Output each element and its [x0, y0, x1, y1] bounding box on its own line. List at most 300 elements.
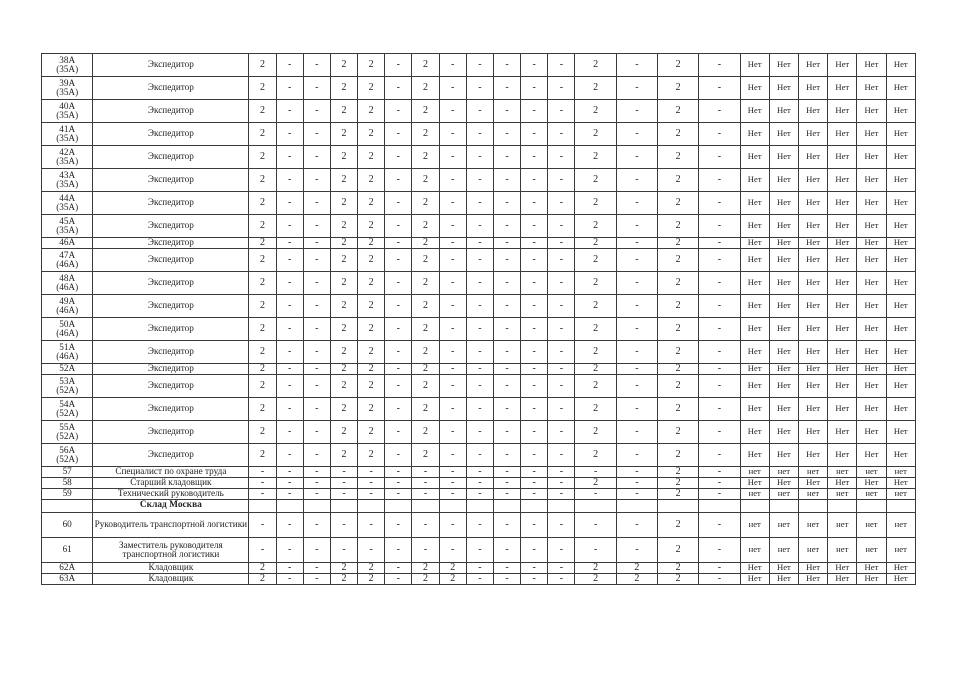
value-cell: - [548, 169, 575, 192]
yes-no-cell: Нет [857, 238, 886, 249]
value-cell: - [616, 295, 657, 318]
table-row [42, 444, 916, 467]
value-cell: - [303, 295, 330, 318]
value-cell: - [699, 215, 740, 238]
position-name: Экспедитор [93, 54, 249, 77]
value-cell: - [548, 341, 575, 364]
table-row [42, 538, 916, 563]
value-cell: 2 [616, 563, 657, 574]
value-cell: - [493, 538, 520, 563]
value-cell: - [303, 375, 330, 398]
working-conditions-table [41, 53, 916, 585]
value-cell: - [493, 513, 520, 538]
value-cell: 2 [439, 574, 466, 585]
value-cell: 2 [412, 123, 439, 146]
value-cell: 2 [358, 192, 385, 215]
value-cell: - [548, 513, 575, 538]
row-number: 45A (35A) [42, 215, 93, 238]
value-cell: 2 [575, 146, 616, 169]
value-cell: - [548, 563, 575, 574]
yes-no-cell: Нет [886, 421, 915, 444]
value-cell: - [303, 146, 330, 169]
position-name: Руководитель транспортной логистики [93, 513, 249, 538]
yes-no-cell: нет [740, 489, 769, 500]
value-cell: 2 [412, 574, 439, 585]
row-number: 42A (35A) [42, 146, 93, 169]
row-number: 52A [42, 364, 93, 375]
value-cell: - [412, 467, 439, 478]
yes-no-cell: Нет [740, 364, 769, 375]
value-cell: 2 [412, 215, 439, 238]
value-cell: - [276, 538, 303, 563]
value-cell: - [575, 513, 616, 538]
yes-no-cell: Нет [769, 444, 798, 467]
position-name: Заместитель руководителя транспортной логистики [93, 538, 249, 563]
table-row [42, 123, 916, 146]
value-cell: 2 [249, 249, 276, 272]
value-cell: - [466, 364, 493, 375]
section-empty-cell [658, 500, 699, 513]
yes-no-cell: Нет [857, 398, 886, 421]
position-name: Экспедитор [93, 215, 249, 238]
value-cell: 2 [658, 538, 699, 563]
yes-no-cell: Нет [886, 398, 915, 421]
value-cell: - [276, 100, 303, 123]
value-cell: - [439, 375, 466, 398]
value-cell: - [548, 123, 575, 146]
value-cell: - [548, 192, 575, 215]
value-cell: - [276, 513, 303, 538]
position-name: Экспедитор [93, 100, 249, 123]
value-cell: - [439, 123, 466, 146]
position-name: Экспедитор [93, 444, 249, 467]
yes-no-cell: Нет [769, 375, 798, 398]
table-row [42, 238, 916, 249]
value-cell: 2 [575, 421, 616, 444]
value-cell: - [521, 467, 548, 478]
value-cell: - [616, 341, 657, 364]
row-number: 59 [42, 489, 93, 500]
section-empty-cell [616, 500, 657, 513]
value-cell: - [303, 169, 330, 192]
value-cell: - [249, 513, 276, 538]
value-cell: 2 [330, 169, 357, 192]
value-cell: - [493, 169, 520, 192]
value-cell: - [521, 169, 548, 192]
value-cell: - [466, 341, 493, 364]
value-cell: - [493, 123, 520, 146]
value-cell: - [385, 169, 412, 192]
value-cell: - [521, 538, 548, 563]
yes-no-cell: Нет [740, 238, 769, 249]
value-cell: - [493, 238, 520, 249]
value-cell: - [330, 513, 357, 538]
value-cell: 2 [330, 100, 357, 123]
yes-no-cell: Нет [740, 295, 769, 318]
value-cell: 2 [249, 272, 276, 295]
yes-no-cell: Нет [828, 123, 857, 146]
yes-no-cell: Нет [886, 444, 915, 467]
value-cell: 2 [575, 123, 616, 146]
yes-no-cell: Нет [886, 364, 915, 375]
value-cell: - [548, 215, 575, 238]
yes-no-cell: Нет [769, 341, 798, 364]
value-cell: 2 [575, 574, 616, 585]
row-number: 38A (35A) [42, 54, 93, 77]
value-cell: - [439, 538, 466, 563]
yes-no-cell: Нет [828, 215, 857, 238]
yes-no-cell: Нет [798, 238, 827, 249]
value-cell: 2 [249, 169, 276, 192]
value-cell: 2 [575, 215, 616, 238]
value-cell: - [699, 123, 740, 146]
yes-no-cell: Нет [857, 146, 886, 169]
value-cell: - [699, 563, 740, 574]
yes-no-cell: Нет [769, 295, 798, 318]
value-cell: 2 [575, 478, 616, 489]
yes-no-cell: Нет [798, 192, 827, 215]
value-cell: 2 [439, 563, 466, 574]
value-cell: 2 [249, 215, 276, 238]
yes-no-cell: Нет [828, 478, 857, 489]
value-cell: - [699, 238, 740, 249]
position-name: Экспедитор [93, 341, 249, 364]
value-cell: - [385, 77, 412, 100]
value-cell: - [439, 249, 466, 272]
yes-no-cell: нет [828, 538, 857, 563]
value-cell: 2 [358, 295, 385, 318]
yes-no-cell: Нет [798, 295, 827, 318]
yes-no-cell: Нет [886, 238, 915, 249]
row-number: 56A (52A) [42, 444, 93, 467]
position-name: Экспедитор [93, 77, 249, 100]
value-cell: - [548, 375, 575, 398]
value-cell: - [439, 467, 466, 478]
yes-no-cell: нет [857, 513, 886, 538]
position-name: Старший кладовщик [93, 478, 249, 489]
yes-no-cell: Нет [886, 146, 915, 169]
document-page [41, 53, 916, 585]
section-empty-cell [412, 500, 439, 513]
yes-no-cell: Нет [857, 54, 886, 77]
value-cell: 2 [412, 563, 439, 574]
value-cell: 2 [575, 444, 616, 467]
value-cell: 2 [412, 54, 439, 77]
value-cell: - [249, 478, 276, 489]
value-cell: - [616, 249, 657, 272]
value-cell: - [412, 489, 439, 500]
yes-no-cell: Нет [828, 295, 857, 318]
yes-no-cell: Нет [740, 563, 769, 574]
yes-no-cell: Нет [769, 146, 798, 169]
value-cell: - [493, 375, 520, 398]
value-cell: 2 [249, 318, 276, 341]
yes-no-cell: Нет [857, 375, 886, 398]
yes-no-cell: Нет [828, 364, 857, 375]
value-cell: 2 [412, 444, 439, 467]
yes-no-cell: Нет [886, 215, 915, 238]
value-cell: - [521, 192, 548, 215]
table-row [42, 100, 916, 123]
value-cell: - [466, 538, 493, 563]
value-cell: 2 [358, 398, 385, 421]
value-cell: - [385, 238, 412, 249]
position-name: Экспедитор [93, 192, 249, 215]
position-name: Экспедитор [93, 318, 249, 341]
value-cell: - [439, 478, 466, 489]
yes-no-cell: Нет [798, 563, 827, 574]
value-cell: - [521, 563, 548, 574]
value-cell: 2 [249, 146, 276, 169]
value-cell: - [699, 341, 740, 364]
yes-no-cell: нет [857, 467, 886, 478]
yes-no-cell: Нет [740, 375, 769, 398]
row-number: 47A (46A) [42, 249, 93, 272]
value-cell: - [276, 444, 303, 467]
value-cell: - [385, 538, 412, 563]
value-cell: - [466, 478, 493, 489]
value-cell: - [493, 146, 520, 169]
value-cell: 2 [358, 272, 385, 295]
value-cell: - [466, 295, 493, 318]
value-cell: - [439, 364, 466, 375]
value-cell: - [616, 538, 657, 563]
value-cell: 2 [412, 169, 439, 192]
yes-no-cell: Нет [798, 100, 827, 123]
value-cell: 2 [658, 421, 699, 444]
yes-no-cell: Нет [798, 77, 827, 100]
section-empty-cell [886, 500, 915, 513]
value-cell: 2 [358, 238, 385, 249]
value-cell: - [521, 77, 548, 100]
value-cell: 2 [330, 146, 357, 169]
row-number: 63A [42, 574, 93, 585]
value-cell: - [303, 192, 330, 215]
position-name: Экспедитор [93, 249, 249, 272]
value-cell: - [616, 478, 657, 489]
yes-no-cell: Нет [798, 398, 827, 421]
value-cell: - [616, 398, 657, 421]
value-cell: - [521, 238, 548, 249]
yes-no-cell: Нет [798, 318, 827, 341]
row-number: 60 [42, 513, 93, 538]
yes-no-cell: Нет [857, 169, 886, 192]
yes-no-cell: Нет [886, 318, 915, 341]
value-cell: - [385, 54, 412, 77]
table-row [42, 574, 916, 585]
yes-no-cell: Нет [857, 563, 886, 574]
value-cell: - [466, 489, 493, 500]
row-number: 53A (52A) [42, 375, 93, 398]
section-empty-cell [330, 500, 357, 513]
value-cell: - [303, 489, 330, 500]
section-empty-cell [466, 500, 493, 513]
value-cell: 2 [330, 341, 357, 364]
value-cell: - [521, 295, 548, 318]
value-cell: - [466, 192, 493, 215]
value-cell: - [548, 444, 575, 467]
value-cell: 2 [412, 272, 439, 295]
section-empty-cell [493, 500, 520, 513]
value-cell: 2 [658, 295, 699, 318]
value-cell: 2 [658, 249, 699, 272]
yes-no-cell: Нет [828, 398, 857, 421]
value-cell: 2 [358, 341, 385, 364]
value-cell: - [521, 574, 548, 585]
value-cell: - [616, 444, 657, 467]
value-cell: 2 [358, 169, 385, 192]
value-cell: 2 [330, 421, 357, 444]
yes-no-cell: Нет [886, 77, 915, 100]
value-cell: - [493, 341, 520, 364]
yes-no-cell: Нет [857, 100, 886, 123]
value-cell: - [699, 421, 740, 444]
yes-no-cell: Нет [769, 478, 798, 489]
value-cell: - [699, 272, 740, 295]
value-cell: - [493, 272, 520, 295]
value-cell: - [276, 272, 303, 295]
value-cell: 2 [575, 341, 616, 364]
row-number: 55A (52A) [42, 421, 93, 444]
yes-no-cell: нет [769, 489, 798, 500]
value-cell: - [493, 467, 520, 478]
value-cell: - [385, 249, 412, 272]
value-cell: - [466, 146, 493, 169]
yes-no-cell: Нет [886, 249, 915, 272]
yes-no-cell: нет [798, 538, 827, 563]
value-cell: - [521, 146, 548, 169]
value-cell: - [439, 272, 466, 295]
yes-no-cell: Нет [828, 100, 857, 123]
yes-no-cell: Нет [828, 238, 857, 249]
yes-no-cell: Нет [857, 249, 886, 272]
yes-no-cell: нет [798, 489, 827, 500]
value-cell: 2 [358, 100, 385, 123]
value-cell: - [439, 54, 466, 77]
yes-no-cell: Нет [740, 398, 769, 421]
yes-no-cell: нет [798, 467, 827, 478]
yes-no-cell: Нет [769, 123, 798, 146]
value-cell: 2 [575, 563, 616, 574]
value-cell: - [358, 538, 385, 563]
value-cell: - [493, 295, 520, 318]
value-cell: - [439, 318, 466, 341]
table-row [42, 318, 916, 341]
value-cell: - [330, 489, 357, 500]
value-cell: - [616, 272, 657, 295]
table-row [42, 54, 916, 77]
yes-no-cell: Нет [769, 563, 798, 574]
value-cell: - [466, 54, 493, 77]
value-cell: - [303, 77, 330, 100]
value-cell: 2 [658, 318, 699, 341]
value-cell: - [385, 123, 412, 146]
value-cell: - [276, 364, 303, 375]
value-cell: 2 [249, 295, 276, 318]
value-cell: - [276, 574, 303, 585]
yes-no-cell: нет [828, 467, 857, 478]
row-number: 50A (46A) [42, 318, 93, 341]
value-cell: - [575, 467, 616, 478]
value-cell: 2 [658, 375, 699, 398]
value-cell: - [493, 489, 520, 500]
value-cell: 2 [412, 295, 439, 318]
yes-no-cell: Нет [798, 272, 827, 295]
yes-no-cell: Нет [798, 215, 827, 238]
value-cell: - [385, 574, 412, 585]
value-cell: - [385, 444, 412, 467]
value-cell: - [303, 215, 330, 238]
value-cell: - [466, 421, 493, 444]
value-cell: - [616, 364, 657, 375]
value-cell: - [249, 467, 276, 478]
value-cell: 2 [575, 295, 616, 318]
value-cell: - [493, 77, 520, 100]
value-cell: - [616, 467, 657, 478]
yes-no-cell: Нет [886, 192, 915, 215]
value-cell: - [276, 478, 303, 489]
row-number: 49A (46A) [42, 295, 93, 318]
yes-no-cell: Нет [886, 341, 915, 364]
value-cell: - [521, 100, 548, 123]
yes-no-cell: нет [798, 513, 827, 538]
value-cell: - [699, 444, 740, 467]
value-cell: - [303, 513, 330, 538]
row-number: 43A (35A) [42, 169, 93, 192]
value-cell: 2 [249, 574, 276, 585]
value-cell: 2 [330, 375, 357, 398]
value-cell: - [521, 375, 548, 398]
position-name: Специалист по охране труда [93, 467, 249, 478]
value-cell: 2 [249, 123, 276, 146]
value-cell: - [303, 364, 330, 375]
value-cell: - [699, 249, 740, 272]
value-cell: - [575, 489, 616, 500]
value-cell: - [548, 489, 575, 500]
value-cell: 2 [249, 398, 276, 421]
yes-no-cell: нет [740, 538, 769, 563]
yes-no-cell: Нет [769, 574, 798, 585]
yes-no-cell: Нет [740, 249, 769, 272]
value-cell: 2 [249, 364, 276, 375]
value-cell: 2 [249, 54, 276, 77]
value-cell: - [548, 398, 575, 421]
table-row [42, 192, 916, 215]
section-empty-cell [276, 500, 303, 513]
value-cell: 2 [658, 478, 699, 489]
value-cell: - [303, 100, 330, 123]
value-cell: - [303, 398, 330, 421]
value-cell: - [276, 467, 303, 478]
yes-no-cell: Нет [828, 563, 857, 574]
value-cell: - [303, 238, 330, 249]
value-cell: 2 [658, 100, 699, 123]
value-cell: - [385, 215, 412, 238]
yes-no-cell: Нет [769, 77, 798, 100]
yes-no-cell: Нет [828, 318, 857, 341]
table-row [42, 272, 916, 295]
value-cell: - [493, 100, 520, 123]
table-row [42, 398, 916, 421]
value-cell: 2 [658, 169, 699, 192]
yes-no-cell: Нет [886, 478, 915, 489]
value-cell: - [276, 249, 303, 272]
value-cell: - [548, 77, 575, 100]
value-cell: - [616, 238, 657, 249]
value-cell: - [575, 538, 616, 563]
value-cell: 2 [575, 169, 616, 192]
value-cell: 2 [249, 238, 276, 249]
